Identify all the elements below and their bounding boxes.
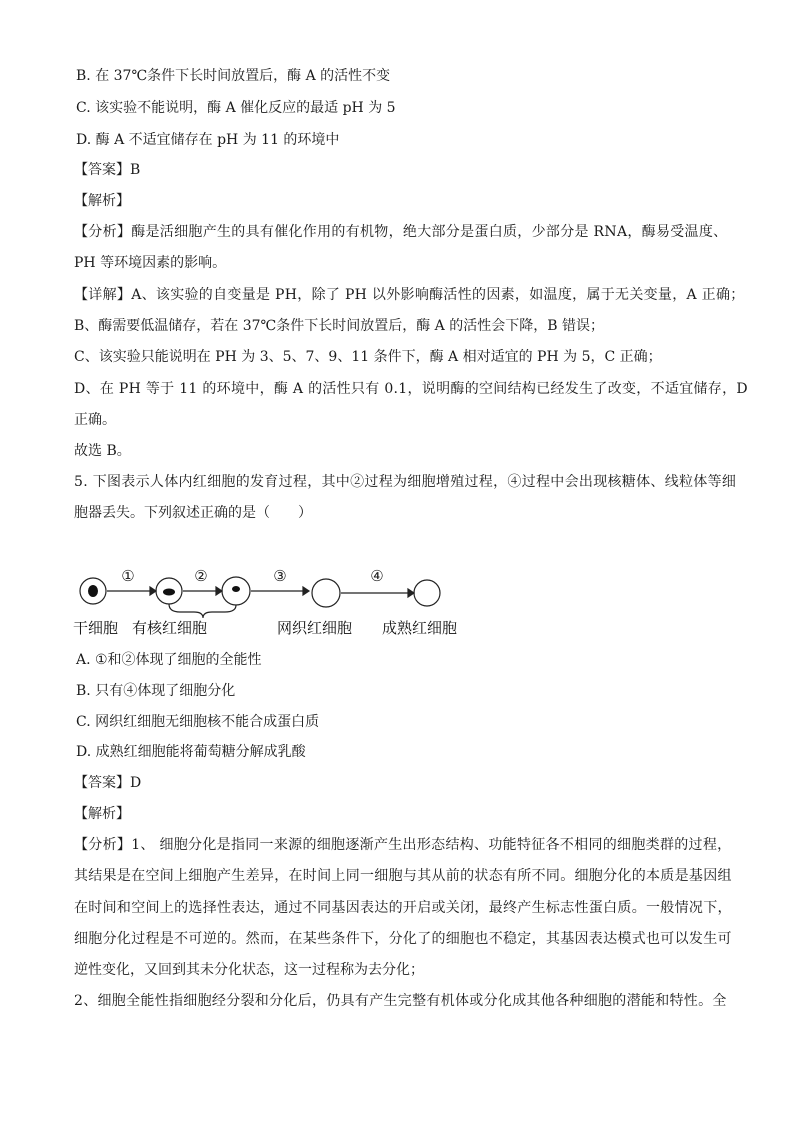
analysis-text: 【分析】酶是活细胞产生的具有催化作用的有机物，绝大部分是蛋白质，少部分是 RNA，酶易受温度、 [74, 224, 728, 240]
step-2-label: ② [194, 567, 208, 585]
analysis-heading-q5: 【解析】 [74, 806, 130, 822]
step-4-label: ④ [370, 567, 384, 585]
stem-cell-nucleus [88, 585, 98, 597]
analysis-text-q5: 【分析】1、 细胞分化是指同一来源的细胞逐渐产生出形态结构、功能特征各不相同的细胞类群的过程， [74, 837, 732, 853]
analysis-text-q5: 细胞分化过程是不可逆的。然而，在某些条件下，分化了的细胞也不稳定，其基因表达模式也可以发生可 [74, 931, 732, 947]
question-5-stem: 5. 下图表示人体内红细胞的发育过程，其中②过程为细胞增殖过程，④过程中会出现核糖体、线粒体等细 [74, 474, 737, 490]
nucleated-red-cell-nucleus [163, 589, 175, 596]
conclusion-text: 故选 B。 [74, 443, 131, 459]
option-d-q5: D. 成熟红细胞能将葡萄糖分解成乳酸 [76, 744, 306, 760]
analysis-text-q5: 其结果是在空间上细胞产生差异，在时间上同一细胞与其从前的状态有所不同。细胞分化的本质是基因组 [74, 868, 732, 884]
bracket [169, 604, 236, 618]
nucleated-red-cell-2-nucleus [232, 586, 240, 592]
detail-text: C、该实验只能说明在 PH 为 3、5、7、9、11 条件下，酶 A 相对适宜的 PH 为 5，C 正确； [74, 349, 662, 365]
mature-red-cell-label: 成熟红细胞 [382, 619, 458, 637]
answer-q4: 【答案】B [74, 162, 141, 178]
reticulocyte [312, 579, 340, 607]
option-d-q4: D. 酶 A 不适宜储存在 pH 为 11 的环境中 [76, 132, 340, 148]
answer-q5: 【答案】D [74, 775, 142, 791]
option-a-q5: A. ①和②体现了细胞的全能性 [76, 652, 262, 668]
option-c-q4: C. 该实验不能说明，酶 A 催化反应的最适 pH 为 5 [76, 100, 396, 116]
question-5-stem: 胞器丢失。下列叙述正确的是（ ） [74, 505, 312, 521]
mature-red-cell [414, 580, 440, 606]
detail-text: 【详解】A、该实验的自变量是 PH，除了 PH 以外影响酶活性的因素，如温度，属于无关变量，A 正确； [74, 287, 745, 303]
detail-text: D、在 PH 等于 11 的环境中，酶 A 的活性只有 0.1，说明酶的空间结构已经发生了改变，不适宜储存，D [74, 381, 748, 397]
reticulocyte-label: 网织红细胞 [277, 619, 353, 637]
step-1-label: ① [121, 567, 135, 585]
analysis-text-q5: 2、细胞全能性指细胞经分裂和分化后，仍具有产生完整有机体或分化成其他各种细胞的潜能和特性。全 [74, 993, 727, 1009]
stem-cell-label: 干细胞 [73, 619, 119, 637]
red-cell-development-diagram [70, 560, 490, 644]
analysis-text-q5: 在时间和空间上的选择性表达，通过不同基因表达的开启或关闭，最终产生标志性蛋白质。一般情况下， [74, 900, 732, 916]
analysis-text-q5: 逆性变化，又回到其未分化状态，这一过程称为去分化； [74, 962, 424, 978]
step-3-label: ③ [273, 567, 287, 585]
option-b-q4: B. 在 37℃条件下长时间放置后，酶 A 的活性不变 [76, 68, 391, 84]
analysis-heading-q4: 【解析】 [74, 193, 130, 209]
detail-text: B、酶需要低温储存，若在 37℃条件下长时间放置后，酶 A 的活性会下降，B 错误； [74, 318, 604, 334]
option-b-q5: B. 只有④体现了细胞分化 [76, 683, 236, 699]
analysis-text: PH 等环境因素的影响。 [74, 255, 227, 271]
nucleated-red-cell-label: 有核红细胞 [132, 619, 208, 637]
detail-text: 正确。 [74, 412, 116, 428]
option-c-q5: C. 网织红细胞无细胞核不能合成蛋白质 [76, 714, 320, 730]
